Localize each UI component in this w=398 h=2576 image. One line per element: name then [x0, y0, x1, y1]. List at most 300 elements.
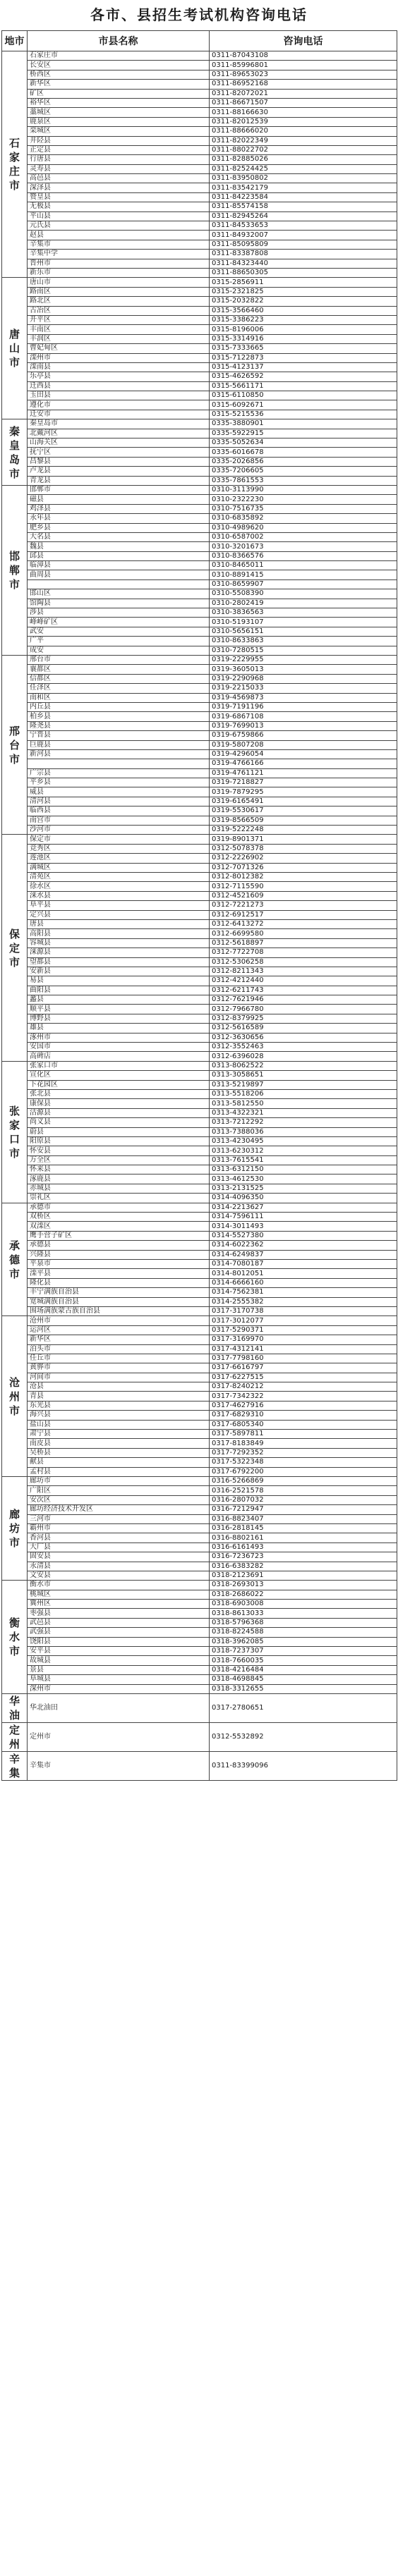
- county-name-cell: 新华区: [28, 80, 210, 89]
- table-row: [2, 1344, 397, 1354]
- phone-cell: 0312-7221273: [210, 901, 397, 910]
- table-row: [2, 457, 397, 466]
- county-name-cell: 黄骅市: [28, 1363, 210, 1373]
- county-name-cell: 青龙县: [28, 476, 210, 485]
- city-cell: 唐山市: [2, 278, 28, 419]
- table-row: [2, 1618, 397, 1627]
- table-row: [2, 1675, 397, 1684]
- table-row: [2, 315, 397, 324]
- county-name-cell: 涉县: [28, 608, 210, 618]
- phone-cell: 0311-84323440: [210, 259, 397, 268]
- table-row: [2, 344, 397, 353]
- phone-cell: 0317-4627916: [210, 1401, 397, 1410]
- phone-cell: 0311-85996801: [210, 61, 397, 70]
- county-name-cell: 易县: [28, 976, 210, 986]
- table-row: [2, 1448, 397, 1457]
- county-name-cell: 大名县: [28, 532, 210, 541]
- phone-cell: 0315-4123137: [210, 362, 397, 372]
- table-row: [2, 1155, 397, 1165]
- phone-cell: 0312-5616589: [210, 1024, 397, 1033]
- table-row: [2, 599, 397, 608]
- county-name-cell: 东光县: [28, 1401, 210, 1410]
- county-name-cell: 邱县: [28, 551, 210, 560]
- county-name-cell: 兴隆县: [28, 1250, 210, 1259]
- county-name-cell: 涞源县: [28, 948, 210, 957]
- phone-cell: 0311-82012539: [210, 117, 397, 126]
- table-row: [2, 674, 397, 683]
- county-name-cell: 柏乡县: [28, 712, 210, 721]
- table-row: [2, 1241, 397, 1250]
- county-name-cell: 襄都区: [28, 665, 210, 674]
- table-row: [2, 637, 397, 646]
- phone-cell: 0311-85095809: [210, 240, 397, 249]
- phone-cell: 0311-88650305: [210, 268, 397, 277]
- phone-cell: 0319-6165491: [210, 797, 397, 806]
- county-name-cell: 安平县: [28, 1647, 210, 1656]
- county-name-cell: 望都县: [28, 957, 210, 967]
- county-name-cell: [28, 759, 210, 768]
- county-name-cell: 磁县: [28, 495, 210, 504]
- phone-cell: 0335-2026856: [210, 457, 397, 466]
- table-row: [2, 1571, 397, 1580]
- phone-cell: 0319-7879295: [210, 787, 397, 797]
- county-name-cell: 香河县: [28, 1533, 210, 1542]
- phone-cell: 0310-8633863: [210, 637, 397, 646]
- county-name-cell: 临漳县: [28, 561, 210, 570]
- county-name-cell: 沽源县: [28, 1108, 210, 1117]
- phone-cell: 0312-5078378: [210, 844, 397, 853]
- phone-cell: 0315-5661171: [210, 381, 397, 391]
- table-row: [2, 231, 397, 240]
- table-row: [2, 117, 397, 126]
- phone-cell: 0313-2131525: [210, 1184, 397, 1193]
- phone-cell: 0315-3566460: [210, 306, 397, 315]
- county-name-cell: 元氏县: [28, 221, 210, 231]
- phone-cell: 0313-7388036: [210, 1127, 397, 1136]
- table-row: [2, 1194, 397, 1203]
- phone-cell: 0317-5290371: [210, 1325, 397, 1335]
- county-name-cell: 武强县: [28, 1628, 210, 1637]
- county-name-cell: 竞秀区: [28, 844, 210, 853]
- phone-cell: 0312-7115590: [210, 882, 397, 891]
- county-name-cell: 宁晋县: [28, 731, 210, 740]
- table-row: [2, 51, 397, 61]
- phone-cell: 0317-6227515: [210, 1373, 397, 1382]
- table-row: [2, 579, 397, 589]
- table-row: [2, 410, 397, 419]
- table-row: [2, 240, 397, 249]
- phone-cell: 0312-7071326: [210, 863, 397, 872]
- county-name-cell: 任泽区: [28, 684, 210, 693]
- table-row: [2, 976, 397, 986]
- phone-cell: 0315-7122873: [210, 353, 397, 362]
- phone-cell: 0311-88166630: [210, 108, 397, 117]
- county-name-cell: 永年县: [28, 514, 210, 523]
- county-name-cell: 新华区: [28, 1335, 210, 1344]
- county-name-cell: 山海关区: [28, 438, 210, 448]
- phone-cell: 0310-4989620: [210, 523, 397, 532]
- table-row: [2, 561, 397, 570]
- city-cell: 辛集: [2, 1751, 28, 1780]
- table-row: [2, 192, 397, 202]
- county-name-cell: 泊头市: [28, 1344, 210, 1354]
- phone-cell: 0310-8366576: [210, 551, 397, 560]
- phone-cell: 0312-5532892: [210, 1722, 397, 1751]
- county-name-cell: 邯郸市: [28, 485, 210, 494]
- phone-cell: 0319-6759866: [210, 731, 397, 740]
- county-name-cell: 深泽县: [28, 183, 210, 192]
- county-name-cell: 路南区: [28, 287, 210, 296]
- table-row: [2, 1052, 397, 1061]
- phone-cell: 0335-3880901: [210, 419, 397, 429]
- table-row: [2, 1523, 397, 1533]
- table-row: [2, 1231, 397, 1240]
- county-name-cell: 无极县: [28, 202, 210, 211]
- table-row: [2, 1467, 397, 1476]
- phone-cell: 0319-2290968: [210, 674, 397, 683]
- phone-cell: 0310-5193107: [210, 618, 397, 627]
- county-name-cell: 南皮县: [28, 1439, 210, 1448]
- table-row: [2, 1118, 397, 1127]
- table-row: [2, 419, 397, 429]
- county-name-cell: 南宫市: [28, 816, 210, 825]
- phone-cell: 0318-3962085: [210, 1637, 397, 1646]
- table-row: [2, 835, 397, 844]
- table-row: [2, 1609, 397, 1618]
- county-name-cell: 迁西县: [28, 381, 210, 391]
- county-name-cell: 武安: [28, 627, 210, 636]
- phone-cell: 0319-2229955: [210, 656, 397, 665]
- table-row: [2, 938, 397, 947]
- phone-cell: 0313-4322321: [210, 1108, 397, 1117]
- table-row: [2, 1628, 397, 1637]
- table-row: [2, 1260, 397, 1269]
- county-name-cell: 北戴河区: [28, 429, 210, 438]
- county-name-cell: 张北县: [28, 1089, 210, 1098]
- county-name-cell: 蠡县: [28, 995, 210, 1005]
- table-row: [2, 1071, 397, 1080]
- county-name-cell: 廊坊经济技术开发区: [28, 1505, 210, 1514]
- phone-cell: 0318-3312655: [210, 1684, 397, 1693]
- table-row: [2, 514, 397, 523]
- contact-table: [1, 30, 397, 1781]
- county-name-cell: 古冶区: [28, 306, 210, 315]
- county-name-cell: 丰润区: [28, 334, 210, 343]
- phone-cell: 0318-6903008: [210, 1600, 397, 1609]
- county-name-cell: 阳原县: [28, 1136, 210, 1146]
- phone-cell: 0314-4096350: [210, 1194, 397, 1203]
- county-name-cell: 吴桥县: [28, 1448, 210, 1457]
- table-row: [2, 202, 397, 211]
- table-row: [2, 1043, 397, 1052]
- phone-cell: 0312-5306258: [210, 957, 397, 967]
- phone-cell: 0314-7562381: [210, 1288, 397, 1297]
- table-body: [2, 51, 397, 1781]
- county-name-cell: 成安: [28, 646, 210, 655]
- county-name-cell: 石家庄市: [28, 51, 210, 61]
- phone-cell: 0310-8465011: [210, 561, 397, 570]
- phone-cell: 0318-7237307: [210, 1647, 397, 1656]
- county-name-cell: 新河县: [28, 749, 210, 759]
- phone-cell: 0335-6016678: [210, 448, 397, 457]
- county-name-cell: 围场满族蒙古族自治县: [28, 1306, 210, 1315]
- table-row: [2, 1316, 397, 1325]
- table-row: [2, 1665, 397, 1674]
- table-row: [2, 731, 397, 740]
- table-row: [2, 1590, 397, 1599]
- county-name-cell: 安国市: [28, 1043, 210, 1052]
- table-row: [2, 381, 397, 391]
- phone-cell: 0311-84932007: [210, 231, 397, 240]
- phone-cell: 0315-2032822: [210, 297, 397, 306]
- phone-cell: 0312-7966780: [210, 1005, 397, 1014]
- table-row: [2, 1033, 397, 1042]
- phone-cell: 0316-2807032: [210, 1495, 397, 1504]
- table-row: [2, 1693, 397, 1722]
- table-row: [2, 665, 397, 674]
- table-row: [2, 306, 397, 315]
- phone-cell: 0317-3170738: [210, 1306, 397, 1315]
- county-name-cell: 隆化县: [28, 1278, 210, 1287]
- phone-cell: 0313-7212292: [210, 1118, 397, 1127]
- table-row: [2, 1411, 397, 1420]
- county-name-cell: 曲阳县: [28, 986, 210, 995]
- county-name-cell: 井陉县: [28, 136, 210, 145]
- phone-cell: 0315-6110850: [210, 391, 397, 400]
- phone-cell: 0316-2521578: [210, 1486, 397, 1495]
- table-row: [2, 570, 397, 579]
- table-row: [2, 1354, 397, 1363]
- phone-cell: 0310-6587002: [210, 532, 397, 541]
- table-row: [2, 1505, 397, 1514]
- table-row: [2, 646, 397, 655]
- county-name-cell: 桃城区: [28, 1590, 210, 1599]
- table-row: [2, 589, 397, 599]
- phone-cell: 0319-3605013: [210, 665, 397, 674]
- phone-cell: 0314-2555382: [210, 1297, 397, 1306]
- county-name-cell: 张家口市: [28, 1061, 210, 1070]
- county-name-cell: 鹰手营子矿区: [28, 1231, 210, 1240]
- county-name-cell: 故城县: [28, 1656, 210, 1665]
- phone-cell: 0317-7292352: [210, 1448, 397, 1457]
- county-name-cell: 徐水区: [28, 882, 210, 891]
- county-name-cell: 饶阳县: [28, 1637, 210, 1646]
- phone-cell: 0313-4612530: [210, 1174, 397, 1184]
- county-name-cell: 深州市: [28, 1684, 210, 1693]
- phone-cell: 0311-86671507: [210, 98, 397, 107]
- city-cell: 定州: [2, 1722, 28, 1751]
- county-name-cell: 栾城区: [28, 127, 210, 136]
- table-row: [2, 721, 397, 730]
- phone-cell: 0310-5656151: [210, 627, 397, 636]
- table-row: [2, 901, 397, 910]
- table-row: [2, 844, 397, 853]
- phone-cell: 0318-7660035: [210, 1656, 397, 1665]
- city-cell: 张家口市: [2, 1061, 28, 1203]
- county-name-cell: 桥西区: [28, 70, 210, 79]
- table-row: [2, 986, 397, 995]
- county-name-cell: 广平: [28, 637, 210, 646]
- table-row: [2, 1005, 397, 1014]
- phone-cell: 0335-7861553: [210, 476, 397, 485]
- phone-cell: 0319-8901371: [210, 835, 397, 844]
- table-row: [2, 164, 397, 173]
- table-row: [2, 608, 397, 618]
- table-row: [2, 1373, 397, 1382]
- county-name-cell: 肥乡县: [28, 523, 210, 532]
- phone-cell: 0312-2226902: [210, 854, 397, 863]
- table-row: [2, 1014, 397, 1023]
- phone-cell: 0316-6383282: [210, 1562, 397, 1571]
- table-row: [2, 183, 397, 192]
- phone-cell: 0314-3011493: [210, 1222, 397, 1231]
- phone-cell: 0313-6230312: [210, 1146, 397, 1155]
- table-row: [2, 684, 397, 693]
- county-name-cell: 魏县: [28, 542, 210, 551]
- table-row: [2, 1335, 397, 1344]
- phone-cell: 0317-7798160: [210, 1354, 397, 1363]
- county-name-cell: 沧州市: [28, 1316, 210, 1325]
- county-name-cell: 雄县: [28, 1024, 210, 1033]
- county-name-cell: 广宗县: [28, 768, 210, 778]
- city-cell: 保定市: [2, 835, 28, 1061]
- table-row: [2, 1562, 397, 1571]
- county-name-cell: 高邑县: [28, 174, 210, 183]
- table-row: [2, 702, 397, 711]
- phone-cell: 0314-8012051: [210, 1269, 397, 1278]
- phone-cell: 0318-8613033: [210, 1609, 397, 1618]
- phone-cell: 0311-82524425: [210, 164, 397, 173]
- county-name-cell: 蔚县: [28, 1127, 210, 1136]
- county-name-cell: 青县: [28, 1392, 210, 1401]
- county-name-cell: 武邑县: [28, 1618, 210, 1627]
- phone-cell: 0319-8566509: [210, 816, 397, 825]
- phone-cell: 0315-6092671: [210, 400, 397, 410]
- phone-cell: 0312-4212440: [210, 976, 397, 986]
- table-row: [2, 1061, 397, 1070]
- table-row: [2, 1722, 397, 1751]
- table-row: [2, 145, 397, 154]
- phone-cell: 0313-5812550: [210, 1099, 397, 1108]
- phone-cell: 0319-4569873: [210, 693, 397, 702]
- county-name-cell: 行唐县: [28, 155, 210, 164]
- table-row: [2, 504, 397, 513]
- county-name-cell: 鸡泽县: [28, 504, 210, 513]
- table-row: [2, 787, 397, 797]
- table-row: [2, 353, 397, 362]
- table-row: [2, 863, 397, 872]
- phone-cell: 0314-6666160: [210, 1278, 397, 1287]
- county-name-cell: 永清县: [28, 1562, 210, 1571]
- county-name-cell: 辛集市: [28, 240, 210, 249]
- table-row: [2, 1495, 397, 1504]
- county-name-cell: 莲池区: [28, 854, 210, 863]
- county-name-cell: 怀安县: [28, 1146, 210, 1155]
- header-county-name: 市县名称: [28, 31, 210, 51]
- county-name-cell: 宽城满族自治县: [28, 1297, 210, 1306]
- phone-cell: 0315-2856911: [210, 278, 397, 287]
- phone-cell: 0314-7080187: [210, 1260, 397, 1269]
- county-name-cell: 邢台市: [28, 656, 210, 665]
- county-name-cell: 廊坊市: [28, 1476, 210, 1485]
- table-row: [2, 1250, 397, 1259]
- table-row: [2, 1325, 397, 1335]
- county-name-cell: 怀来县: [28, 1165, 210, 1174]
- county-name-cell: 阜平县: [28, 901, 210, 910]
- phone-cell: 0312-6396028: [210, 1052, 397, 1061]
- table-row: [2, 1146, 397, 1155]
- phone-cell: 0311-88666020: [210, 127, 397, 136]
- phone-cell: 0318-4216484: [210, 1665, 397, 1674]
- table-row: [2, 1476, 397, 1485]
- table-row: [2, 1637, 397, 1646]
- phone-cell: 0319-5807208: [210, 740, 397, 749]
- phone-cell: 0315-3386223: [210, 315, 397, 324]
- table-row: [2, 372, 397, 381]
- county-name-cell: 海兴县: [28, 1411, 210, 1420]
- phone-cell: 0335-7206605: [210, 467, 397, 476]
- county-name-cell: 献县: [28, 1458, 210, 1467]
- phone-cell: 0317-2780651: [210, 1693, 397, 1722]
- phone-cell: 0313-4230495: [210, 1136, 397, 1146]
- table-row: [2, 1552, 397, 1562]
- table-row: [2, 1751, 397, 1780]
- table-row: [2, 1363, 397, 1373]
- table-row: [2, 1089, 397, 1098]
- table-row: [2, 1382, 397, 1392]
- county-name-cell: 鹿泉区: [28, 117, 210, 126]
- table-row: [2, 1099, 397, 1108]
- table-row: [2, 391, 397, 400]
- table-row: [2, 1080, 397, 1089]
- county-name-cell: 清河县: [28, 797, 210, 806]
- page-title: 各市、县招生考试机构咨询电话: [90, 6, 308, 23]
- county-name-cell: 枣强县: [28, 1609, 210, 1618]
- table-row: [2, 1222, 397, 1231]
- phone-cell: 0310-3201673: [210, 542, 397, 551]
- county-name-cell: 晋州市: [28, 259, 210, 268]
- table-row: [2, 882, 397, 891]
- county-name-cell: 卢龙县: [28, 467, 210, 476]
- phone-cell: 0314-6022362: [210, 1241, 397, 1250]
- table-row: [2, 995, 397, 1005]
- phone-cell: 0312-7722708: [210, 948, 397, 957]
- city-cell: 邯郸市: [2, 485, 28, 655]
- table-row: [2, 816, 397, 825]
- phone-cell: 0314-2213627: [210, 1203, 397, 1212]
- county-name-cell: 任丘市: [28, 1354, 210, 1363]
- phone-cell: 0317-6616797: [210, 1363, 397, 1373]
- city-cell: 秦皇岛市: [2, 419, 28, 486]
- city-cell: 衡水市: [2, 1581, 28, 1694]
- county-name-cell: 涿鹿县: [28, 1174, 210, 1184]
- phone-cell: 0312-3630656: [210, 1033, 397, 1042]
- phone-cell: 0312-7621946: [210, 995, 397, 1005]
- table-row: [2, 268, 397, 277]
- table-row: [2, 174, 397, 183]
- phone-cell: 0335-5052634: [210, 438, 397, 448]
- header-phone: 咨询电话: [210, 31, 397, 51]
- county-name-cell: 路北区: [28, 297, 210, 306]
- county-name-cell: 唐山市: [28, 278, 210, 287]
- table-row: [2, 278, 397, 287]
- table-row: [2, 1269, 397, 1278]
- table-row: [2, 485, 397, 494]
- county-name-cell: 滦平县: [28, 1269, 210, 1278]
- phone-cell: 0319-7191196: [210, 702, 397, 711]
- table-row: [2, 1203, 397, 1212]
- table-row: [2, 1213, 397, 1222]
